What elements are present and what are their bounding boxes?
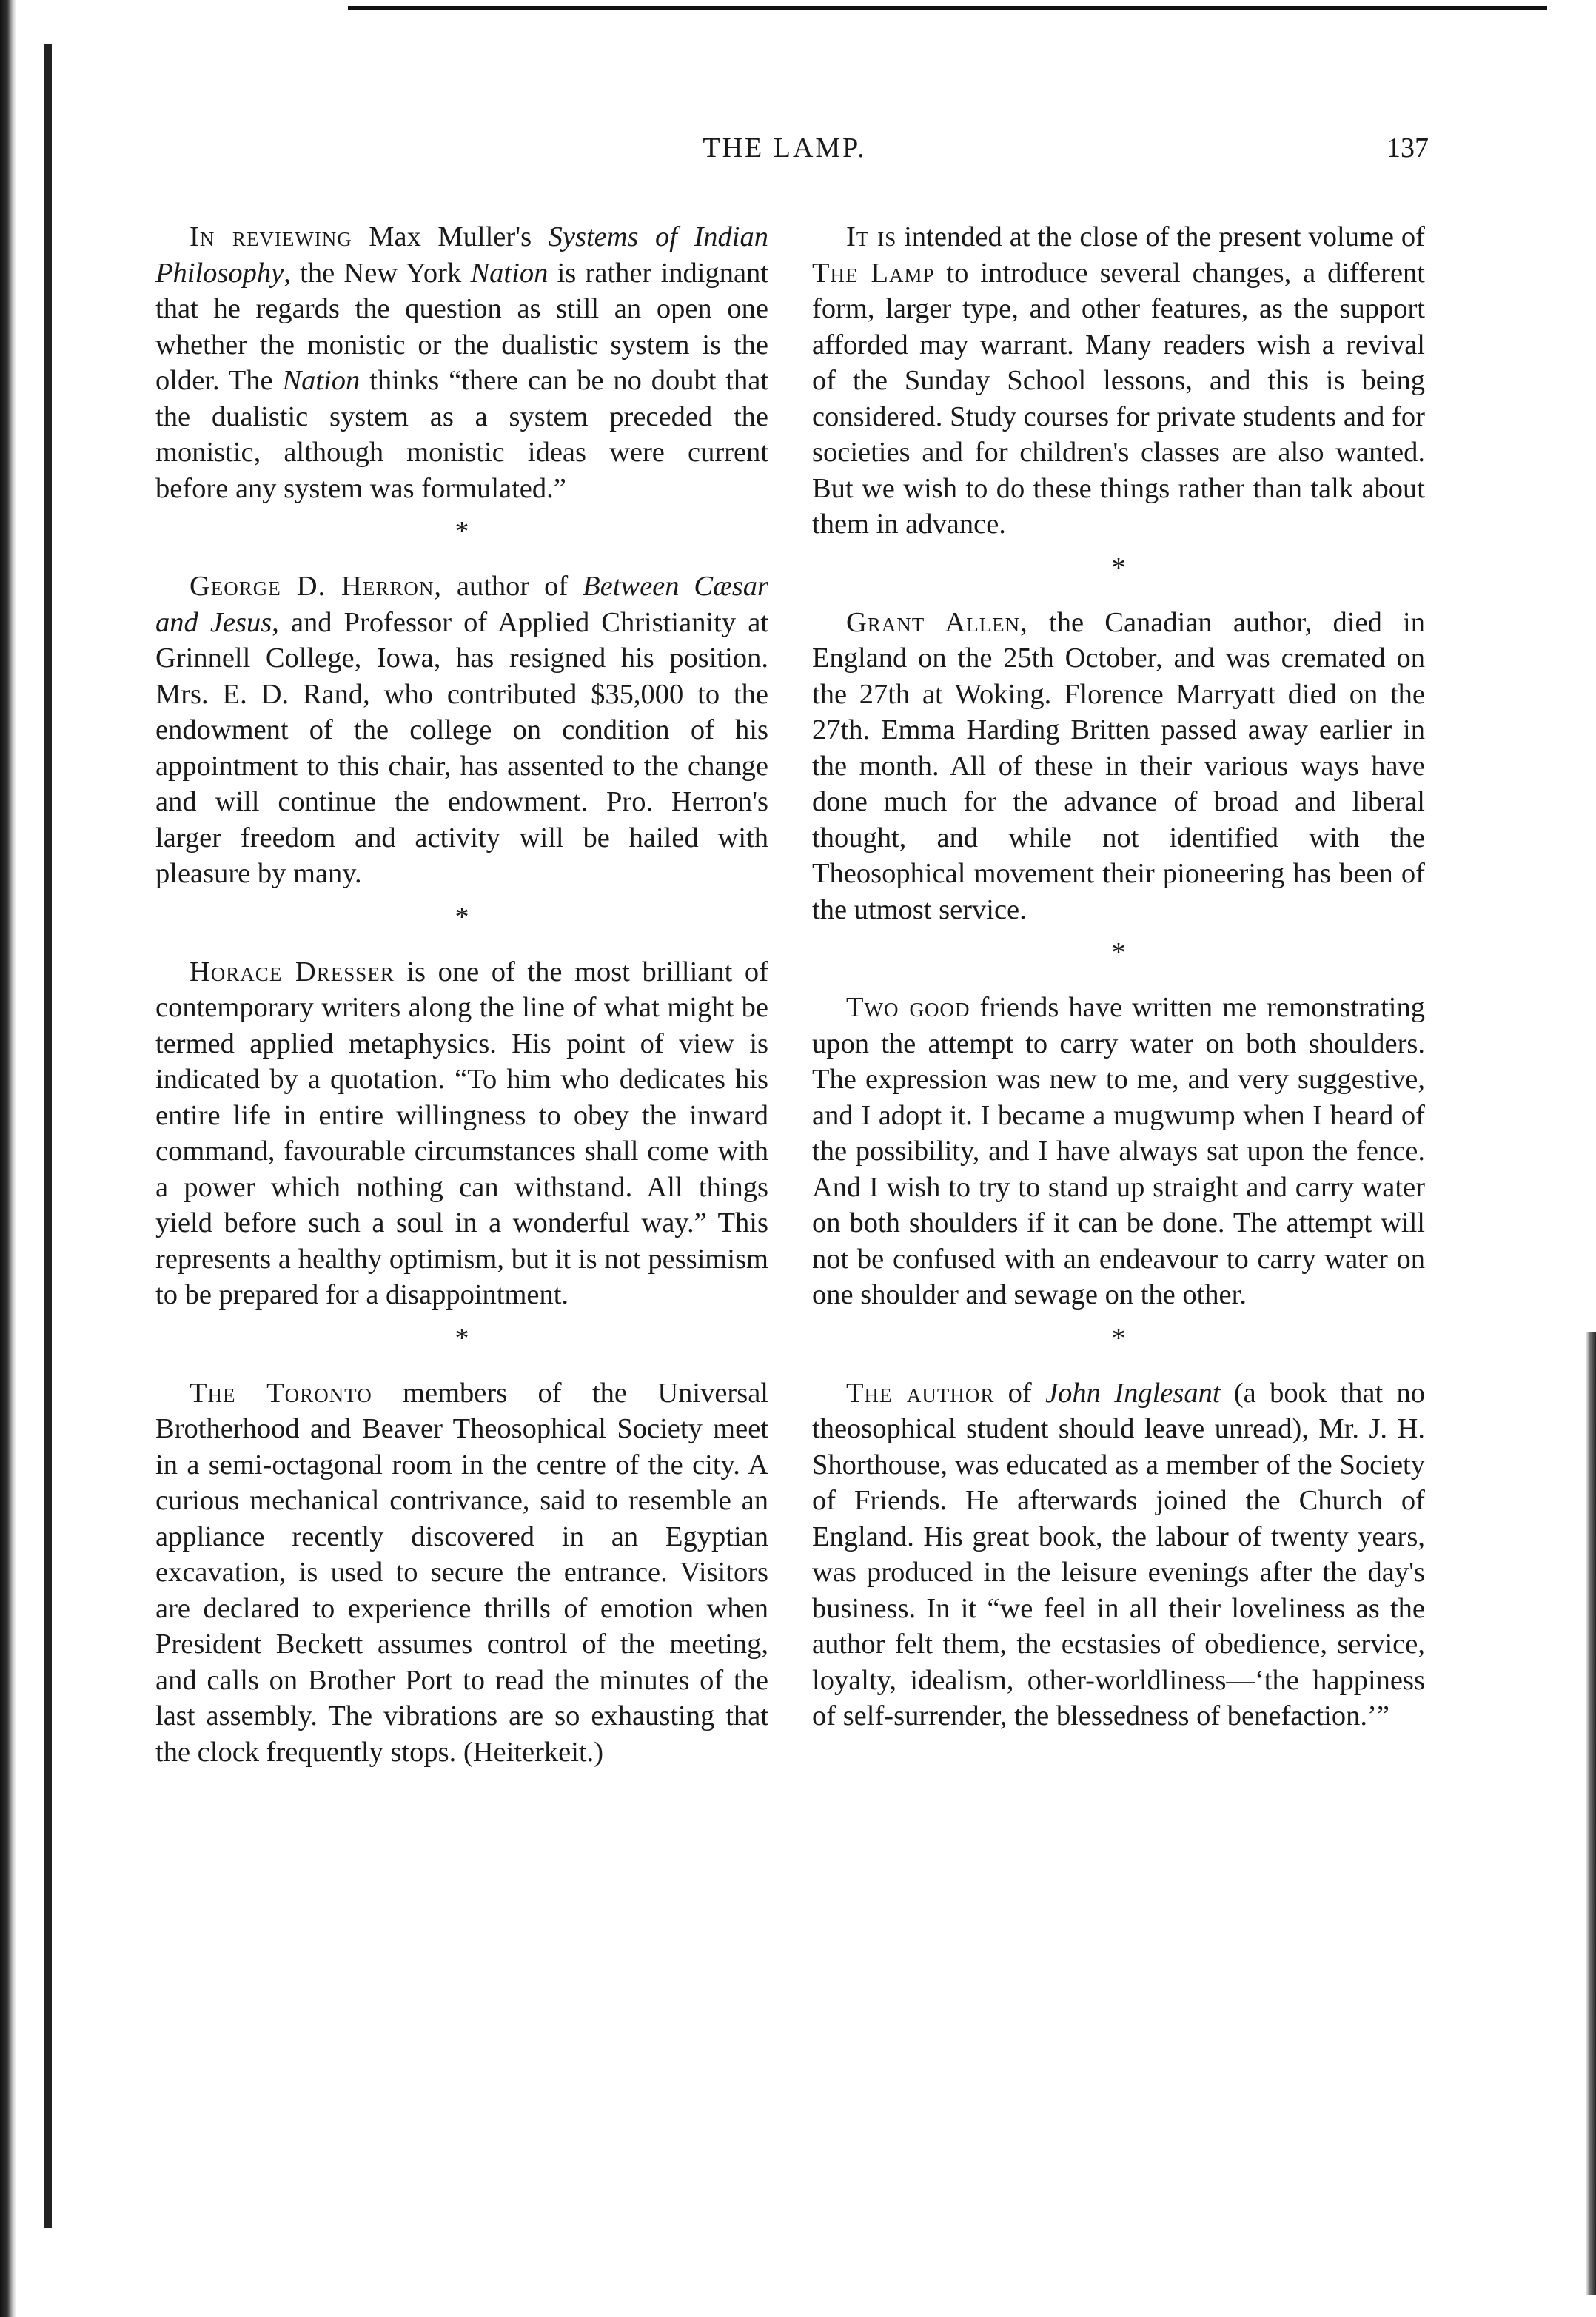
page-binding-shadow — [0, 0, 16, 2317]
paragraph-lead: In reviewing — [190, 221, 352, 252]
paragraph-text: , and Professor of Applied Christianity at Grinnell College, Iowa, has resigned his position. Mrs. E. D. Rand, who contributed $35,000 to the endowment of the college on condition of his appointment to this chair, has assented to the change and will continue the endowment. Pro. Herron's larger freedom and activity will be hailed with pleasure by many. — [155, 606, 768, 889]
article-paragraph — [812, 605, 1425, 928]
paragraph-text: intended at the close of the present volume of — [896, 221, 1426, 252]
asterisk-separator: * — [455, 901, 469, 933]
asterisk-separator: * — [1111, 551, 1126, 583]
paragraph-text: the Canadian author, died in England on the 25th October, and was cremated on the 27th at Woking. Florence Marryatt died on the 27th. Emma Harding Britten passed away earlier in the month. All of these in their various ways have done much for the advance of broad and liberal thought, and while not identified with the Theosophical movement their pioneering has been of the utmost service. — [812, 606, 1425, 925]
paragraph-text: friends have written me remonstrating upon the attempt to carry water on both shoulders. The expression was new to me, and very suggestive, and I adopt it. I became a mugwump when I heard of the possibility, and I have always sat upon the fence. And I wish to try to stand up straight and carry water on both shoulders if it can be done. The attempt will not be confused with an endeavour to carry water on one shoulder and sewage on the other. — [812, 992, 1425, 1310]
paragraph-text: author of — [441, 571, 583, 602]
paragraph-text: to introduce several changes, a different form, larger type, and other features, as the support afforded may warrant. Many readers wish a revival of the Sunday School lessons, and this is being considered. Study courses for private students and for societies and for children's classes are also wanted. But we wish to do these things rather than talk about them in advance. — [812, 257, 1425, 540]
paragraph-text: of — [994, 1377, 1046, 1409]
italic-title: Nation — [282, 365, 361, 396]
article-paragraph — [155, 1375, 768, 1771]
running-title: THE LAMP. — [703, 133, 867, 164]
asterisk-separator: * — [1111, 937, 1126, 968]
article-paragraph — [812, 990, 1425, 1313]
small-caps-title: The Lamp — [812, 257, 935, 289]
paragraph-text: is one of the most brilliant of contemporary writers along the line of what might be termed applied metaphysics. His point of view is indicated by a quotation. “To him who dedicates his entire life in entire willingness to obey the inward command, favourable circumstances shall come with a power which nothing can withstand. All things yield before such a soul in a wonderful way.” This represents a healthy optimism, but it is not pessimism to be prepared for a disappointment. — [155, 956, 768, 1310]
paragraph-text: thinks “there can be no doubt that the dualistic system as a system preceded the monistic, although monistic ideas were current before any system was formulated.” — [155, 365, 768, 504]
paragraph-lead: Two good — [846, 992, 970, 1023]
page-header — [141, 132, 1429, 169]
left-column — [155, 219, 768, 1770]
paragraph-lead: It is — [846, 221, 897, 252]
right-column — [812, 219, 1425, 1734]
paragraph-text: is rather indignant that he regards the question as still an open one whether the monistic or the dualistic system is the older. The — [155, 257, 768, 396]
page-number: 137 — [1387, 133, 1429, 164]
page-edge-shadow — [1586, 1332, 1596, 2295]
asterisk-separator: * — [455, 516, 469, 547]
article-paragraph — [812, 219, 1425, 543]
paragraph-text: , the New York — [284, 257, 471, 289]
paragraph-lead: George D. Herron, — [190, 571, 442, 602]
article-paragraph — [155, 569, 768, 892]
paragraph-lead: Horace Dresser — [190, 956, 395, 988]
paragraph-text: members of the Universal Brotherhood and Beaver Theosophical Society meet in a semi-octagonal room in the centre of the city. A curious mechanical contrivance, said to resemble an appliance recently discovered in an Egyptian excavation, is used to secure the entrance. Visitors are declared to experience thrills of emotion when President Beckett assumes control of the meeting, and calls on Brother Port to read the minutes of the last assembly. The vibrations are so exhausting that the clock frequently stops. (Heiterkeit.) — [155, 1377, 769, 1768]
page-gutter-line — [44, 44, 52, 2228]
paragraph-text: Max Muller's — [352, 221, 549, 252]
article-paragraph — [155, 219, 768, 506]
paragraph-lead: Grant Allen, — [846, 606, 1028, 638]
italic-title: Between Cæsar and Jesus — [155, 571, 768, 638]
article-paragraph — [812, 1375, 1425, 1734]
italic-title: John Inglesant — [1045, 1377, 1221, 1409]
paragraph-lead: The Toronto — [190, 1377, 372, 1409]
italic-title: Systems of Indian Philosophy — [155, 221, 769, 289]
asterisk-separator: * — [1111, 1322, 1126, 1354]
asterisk-separator: * — [455, 1322, 469, 1354]
article-paragraph — [155, 954, 768, 1313]
italic-title: Nation — [470, 257, 549, 289]
paragraph-lead: The author — [846, 1377, 995, 1409]
top-rule — [348, 6, 1547, 10]
paragraph-text: (a book that no theosophical student should leave unread), Mr. J. H. Shorthouse, was educated as a member of the Society of Friends. He afterwards joined the Church of England. His great book, the labour of twenty years, was produced in the leisure evenings after the day's business. In it “we feel in all their loveliness as the author felt them, the ecstasies of obedience, service, loyalty, idealism, other-worldliness—‘the happiness of self-surrender, the blessedness of benefaction.’” — [812, 1377, 1425, 1731]
